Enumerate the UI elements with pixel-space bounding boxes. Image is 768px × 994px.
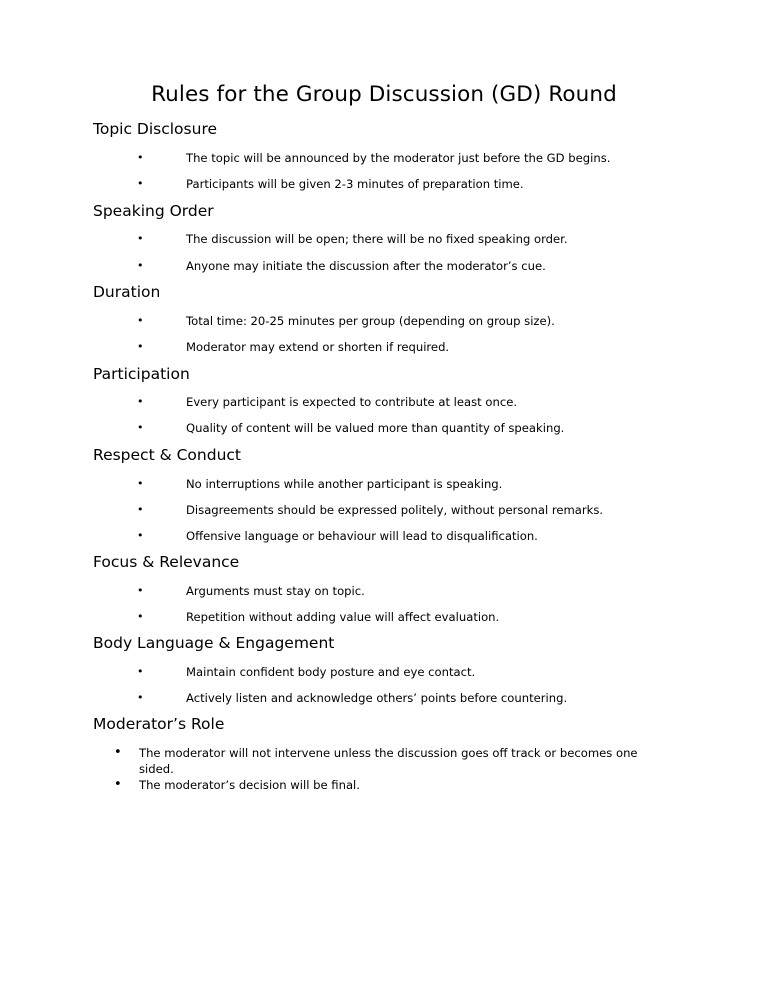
bullet-icon: • [137,232,144,245]
bullet-icon: • [137,177,144,190]
list-item-text: Participants will be given 2-3 minutes of preparation time. [186,177,524,191]
list-item [0,583,768,599]
list-item-text: The moderator will not intervene unless the discussion goes off track or becomes one sided. [139,746,638,776]
list-item [0,664,768,680]
bullet-icon: • [137,314,144,327]
bullet-icon: • [137,503,144,516]
section-heading-focus-relevance: Focus & Relevance [93,553,240,571]
list-item-text: Moderator may extend or shorten if required. [186,340,450,354]
list-item [0,420,768,436]
bullet-icon: • [137,151,144,164]
list-item [0,394,768,410]
list-item [0,231,768,247]
section-heading-topic-disclosure: Topic Disclosure [93,120,218,138]
list-item-text: The topic will be announced by the moderator just before the GD begins. [186,151,611,165]
bullet-icon: • [137,395,144,408]
list-item-text: Anyone may initiate the discussion after the moderator’s cue. [186,259,546,273]
list-item-text: Repetition without adding value will affect evaluation. [186,610,500,624]
list-item-text: Disagreements should be expressed politely, without personal remarks. [186,503,604,517]
list-item [0,609,768,625]
list-item-text: Quality of content will be valued more than quantity of speaking. [186,421,565,435]
section-heading-duration: Duration [93,283,161,301]
list-item-text: Every participant is expected to contribute at least once. [186,395,518,409]
bullet-icon: • [137,259,144,272]
list-item-text: The moderator’s decision will be final. [139,778,360,792]
bullet-icon: • [137,340,144,353]
list-item [0,690,768,706]
list-item [0,313,768,329]
section-heading-speaking-order: Speaking Order [93,202,214,220]
page-title: Rules for the Group Discussion (GD) Round [151,82,617,107]
list-item [0,176,768,192]
bullet-icon: • [137,691,144,704]
bullet-icon: • [114,777,122,792]
section-heading-respect-conduct: Respect & Conduct [93,446,241,464]
list-item [0,258,768,274]
section-heading-participation: Participation [93,365,190,383]
list-item [0,339,768,355]
bullet-icon: • [137,477,144,490]
section-heading-body-language: Body Language & Engagement [93,634,335,652]
list-item-text: The discussion will be open; there will be no fixed speaking order. [186,232,568,246]
list-item [0,745,659,777]
moderator-role-list [0,745,768,793]
bullet-icon: • [137,529,144,542]
bullet-icon: • [137,665,144,678]
list-item [0,150,768,166]
list-item-text: Total time: 20-25 minutes per group (depending on group size). [186,314,555,328]
list-item-text: Actively listen and acknowledge others’ points before countering. [186,691,568,705]
list-item [0,777,659,793]
list-item [0,502,768,518]
section-heading-moderators-role: Moderator’s Role [93,715,225,733]
list-item-text: Maintain confident body posture and eye contact. [186,665,476,679]
list-item [0,528,768,544]
list-item [0,476,768,492]
list-item-text: No interruptions while another participant is speaking. [186,477,503,491]
bullet-icon: • [114,745,122,760]
list-item-text: Offensive language or behaviour will lead to disqualification. [186,529,538,543]
bullet-icon: • [137,421,144,434]
bullet-icon: • [137,584,144,597]
list-item-text: Arguments must stay on topic. [186,584,365,598]
bullet-icon: • [137,610,144,623]
